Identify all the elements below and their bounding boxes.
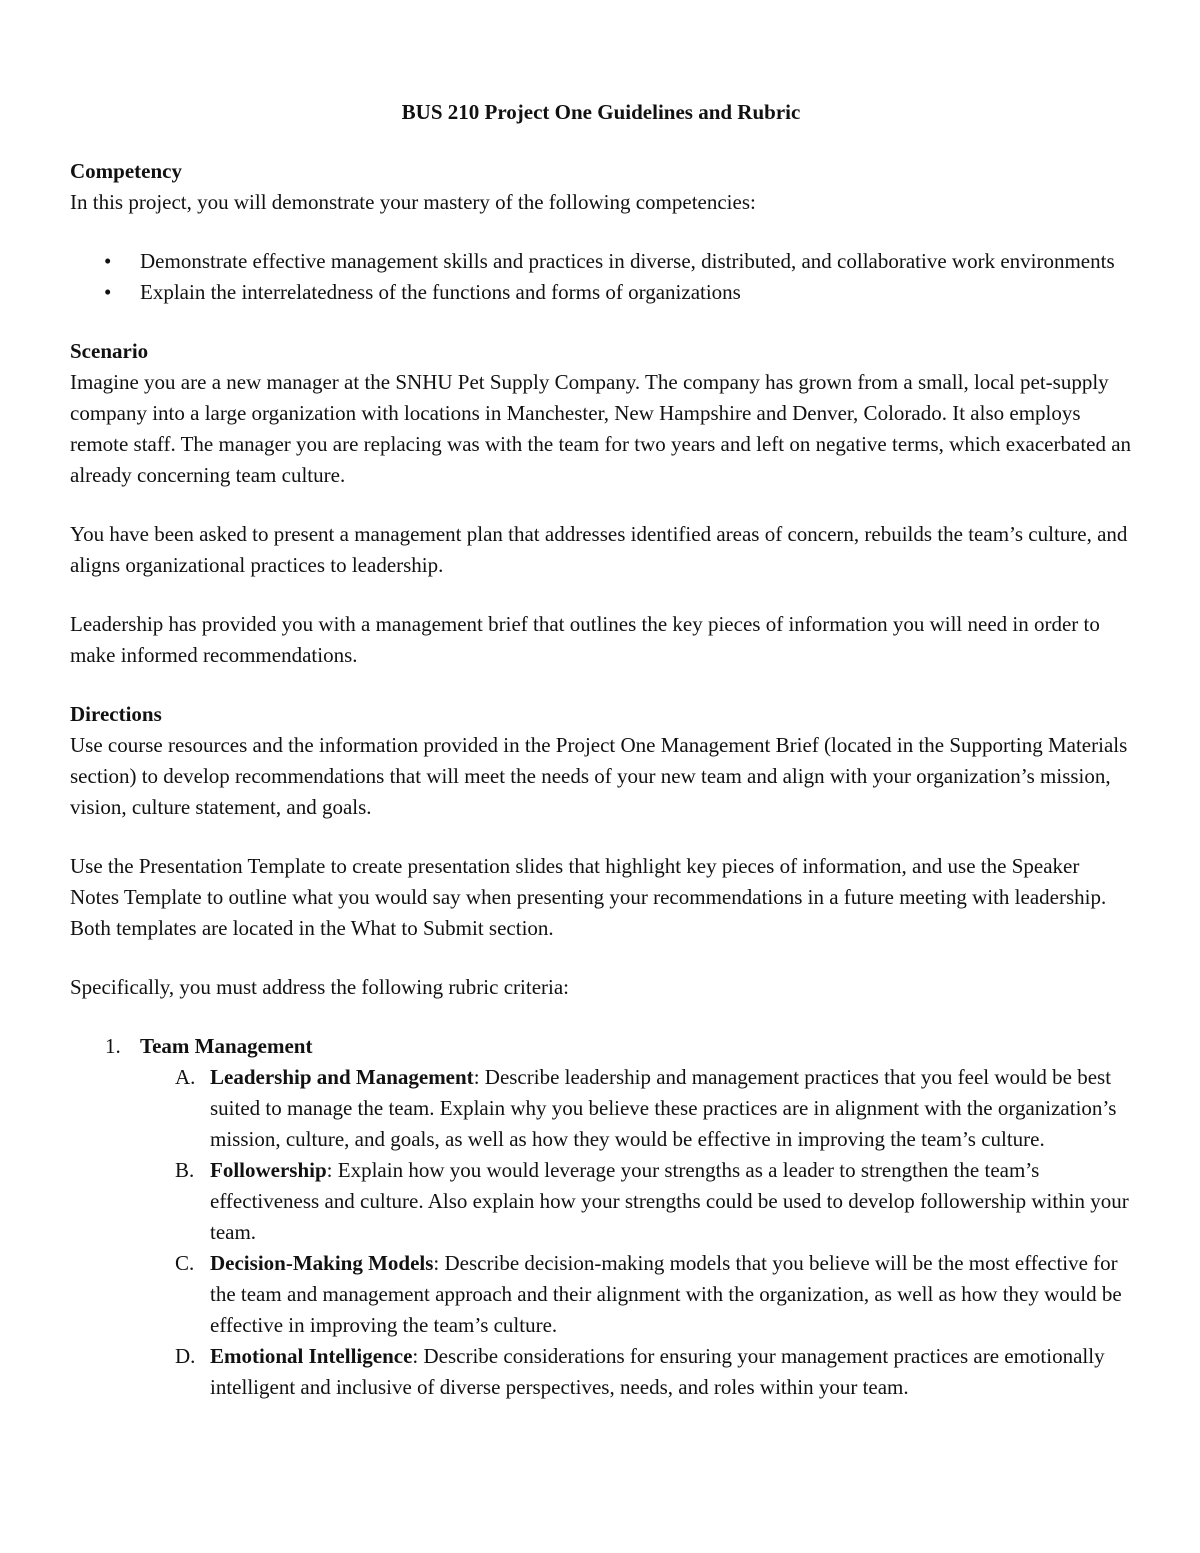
directions-paragraph: Use the Presentation Template to create presentation slides that highlight key pieces of information, and use the Speaker Notes Template to outline what you would say when presenting your recommendations in a future meeting with leadership. Both templates are located in the What to Submit section.	[70, 854, 1107, 940]
competency-item	[70, 277, 1132, 308]
subitem-term: Leadership and Management	[210, 1065, 474, 1089]
subitem-letter: A.	[175, 1065, 196, 1089]
subitem-term: Decision-Making Models	[210, 1251, 434, 1275]
subitem-letter: B.	[175, 1158, 195, 1182]
subitem-term: Emotional Intelligence	[210, 1344, 413, 1368]
subitem-term: Followership	[210, 1158, 327, 1182]
criterion-subitem	[140, 1341, 1132, 1403]
directions-paragraph: Use course resources and the information provided in the Project One Management Brief (located in the Supporting Materials section) to develop recommendations that will meet the needs of your new team and align with your organization’s mission, vision, culture statement, and goals.	[70, 733, 1128, 819]
subitem-letter: C.	[175, 1251, 195, 1275]
scenario-paragraph: Imagine you are a new manager at the SNHU Pet Supply Company. The company has grown from a small, local pet-supply company into a large organization with locations in Manchester, New Hampshire and Denver, Colorado. It also employs remote staff. The manager you are replacing was with the team for two years and left on negative terms, which exacerbated an already concerning team culture.	[70, 370, 1132, 487]
subitem-text: : Explain how you would leverage your strengths as a leader to strengthen the team’s effectiveness and culture. Also explain how your strengths could be used to develop followership within your team.	[210, 1158, 1129, 1244]
competency-intro: In this project, you will demonstrate your mastery of the following competencies:	[70, 190, 756, 214]
document-title: BUS 210 Project One Guidelines and Rubric	[401, 100, 801, 124]
criterion	[70, 1031, 1132, 1403]
criterion-subitem	[140, 1155, 1132, 1248]
criterion-subitems	[140, 1062, 1132, 1403]
competency-item-text: Explain the interrelatedness of the functions and forms of organizations	[140, 280, 741, 304]
directions-heading: Directions	[70, 702, 162, 726]
competency-list	[70, 246, 1132, 308]
competency-heading: Competency	[70, 159, 182, 183]
rubric-criteria-list	[70, 1031, 1132, 1403]
subitem-text: : Describe leadership and management practices that you feel would be best suited to manage the team. Explain why you believe these practices are in alignment with the organization’s mission, culture, and goals, as well as how they would be effective in improving the team’s culture.	[210, 1065, 1117, 1151]
document-body	[70, 97, 1132, 1403]
scenario-paragraph: You have been asked to present a management plan that addresses identified areas of concern, rebuilds the team’s culture, and aligns organizational practices to leadership.	[70, 522, 1128, 577]
bullet-icon: •	[104, 280, 112, 304]
subitem-text: : Describe considerations for ensuring your management practices are emotionally intelligent and inclusive of diverse perspectives, needs, and roles within your team.	[210, 1344, 1105, 1399]
competency-item	[70, 246, 1132, 277]
scenario-paragraph: Leadership has provided you with a management brief that outlines the key pieces of information you will need in order to make informed recommendations.	[70, 612, 1100, 667]
scenario-heading: Scenario	[70, 339, 149, 363]
subitem-letter: D.	[175, 1344, 196, 1368]
competency-item-text: Demonstrate effective management skills and practices in diverse, distributed, and collaborative work environments	[140, 249, 1115, 273]
criterion-subitem	[140, 1062, 1132, 1155]
criterion-number: 1.	[105, 1034, 121, 1058]
bullet-icon: •	[104, 249, 112, 273]
subitem-text: : Describe decision-making models that you believe will be the most effective for the team and management approach and their alignment with the organization, as well as how they would be effective in improving the team’s culture.	[210, 1251, 1122, 1337]
criterion-subitem	[140, 1248, 1132, 1341]
directions-paragraph: Specifically, you must address the following rubric criteria:	[70, 975, 569, 999]
criterion-title: Team Management	[140, 1034, 313, 1058]
